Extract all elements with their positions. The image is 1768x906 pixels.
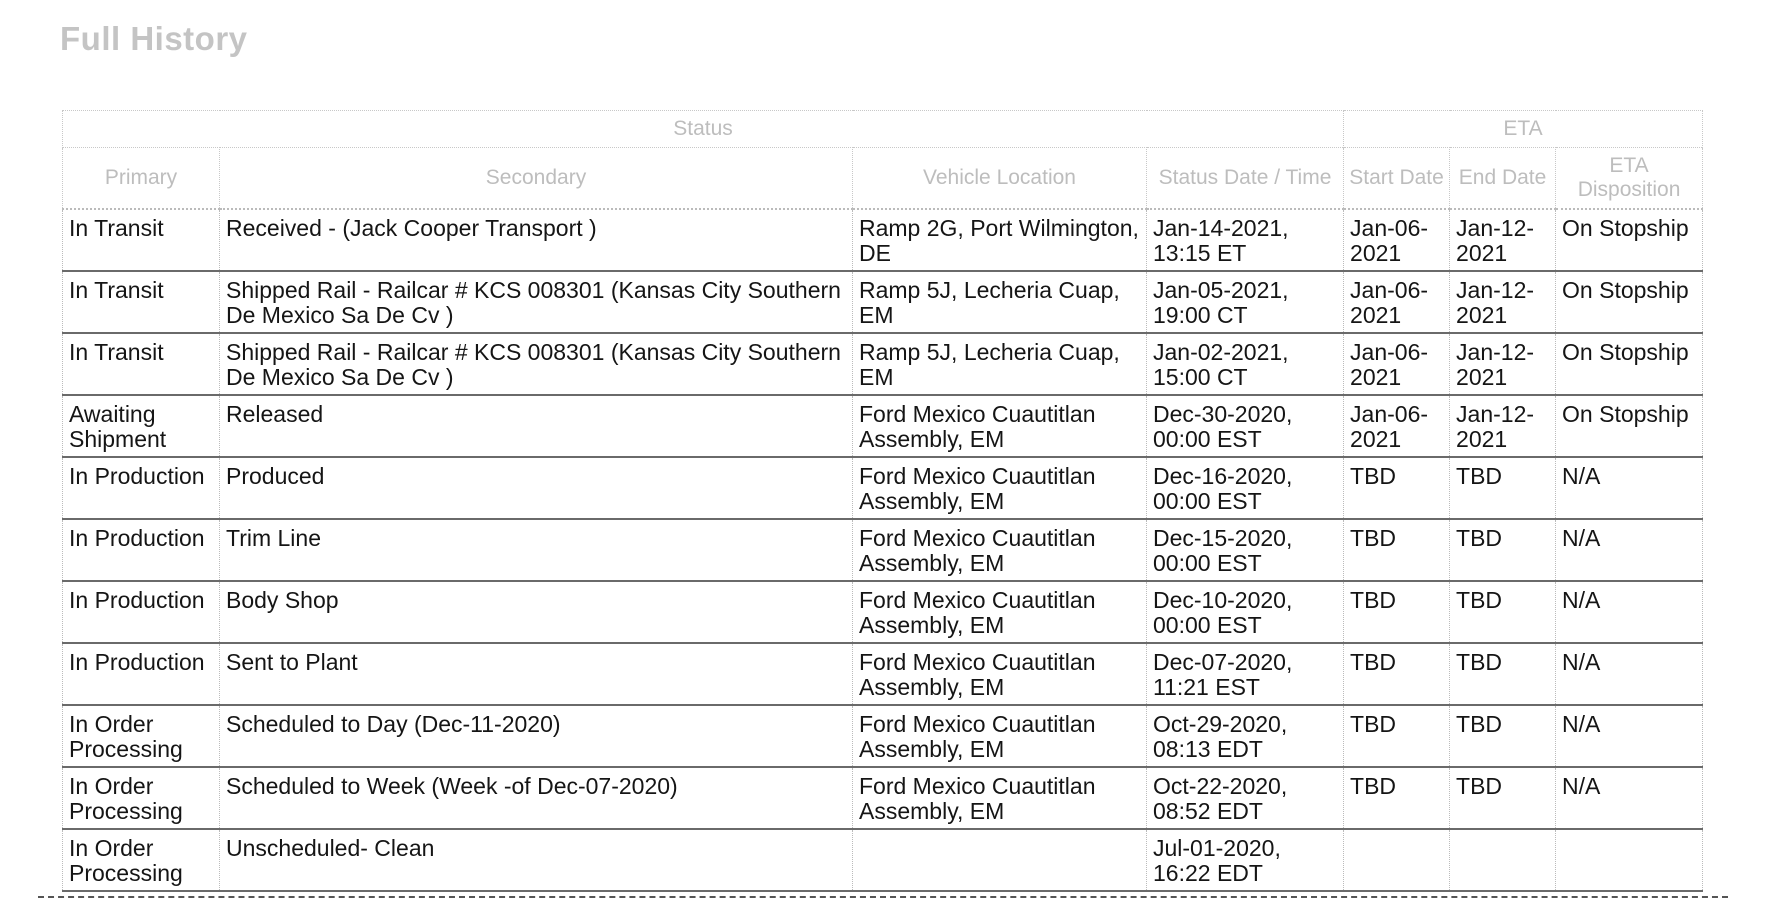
cell-primary: In Production (63, 581, 220, 643)
cell-location: Ramp 2G, Port Wilmington, DE (853, 209, 1147, 271)
column-header-row (63, 148, 1703, 210)
eta-group-header: ETA (1344, 111, 1703, 148)
cell-disposition: N/A (1556, 767, 1703, 829)
cell-status-date: Oct-29-2020, 08:13 EDT (1147, 705, 1344, 767)
history-table-body (63, 209, 1703, 891)
cell-start-date: Jan-06-2021 (1344, 271, 1450, 333)
cell-start-date: TBD (1344, 581, 1450, 643)
cell-end-date (1450, 829, 1556, 891)
column-header-secondary: Secondary (220, 148, 853, 210)
cell-start-date: TBD (1344, 705, 1450, 767)
cell-primary: In Order Processing (63, 829, 220, 891)
cell-disposition: On Stopship (1556, 271, 1703, 333)
table-row (63, 457, 1703, 519)
cell-status-date: Oct-22-2020, 08:52 EDT (1147, 767, 1344, 829)
cell-end-date: Jan-12-2021 (1450, 333, 1556, 395)
cell-disposition: On Stopship (1556, 209, 1703, 271)
cell-location (853, 829, 1147, 891)
cell-start-date: Jan-06-2021 (1344, 209, 1450, 271)
cell-status-date: Jul-01-2020, 16:22 EDT (1147, 829, 1344, 891)
table-row (63, 395, 1703, 457)
cell-secondary: Produced (220, 457, 853, 519)
cell-location: Ford Mexico Cuautitlan Assembly, EM (853, 395, 1147, 457)
cell-start-date (1344, 829, 1450, 891)
cell-start-date: TBD (1344, 643, 1450, 705)
cell-disposition: N/A (1556, 581, 1703, 643)
table-row (63, 333, 1703, 395)
cell-secondary: Sent to Plant (220, 643, 853, 705)
cell-secondary: Body Shop (220, 581, 853, 643)
cell-end-date: TBD (1450, 705, 1556, 767)
table-row (63, 519, 1703, 581)
cell-secondary: Unscheduled- Clean (220, 829, 853, 891)
cell-location: Ford Mexico Cuautitlan Assembly, EM (853, 767, 1147, 829)
cell-primary: In Production (63, 519, 220, 581)
cell-secondary: Scheduled to Day (Dec-11-2020) (220, 705, 853, 767)
cell-location: Ramp 5J, Lecheria Cuap, EM (853, 333, 1147, 395)
cell-secondary: Released (220, 395, 853, 457)
cell-secondary: Scheduled to Week (Week -of Dec-07-2020) (220, 767, 853, 829)
column-header-end-date: End Date (1450, 148, 1556, 210)
cell-location: Ford Mexico Cuautitlan Assembly, EM (853, 457, 1147, 519)
cell-disposition (1556, 829, 1703, 891)
cell-primary: In Transit (63, 333, 220, 395)
cell-location: Ford Mexico Cuautitlan Assembly, EM (853, 581, 1147, 643)
cell-disposition: N/A (1556, 457, 1703, 519)
cell-start-date: Jan-06-2021 (1344, 395, 1450, 457)
cell-disposition: N/A (1556, 705, 1703, 767)
cell-primary: In Production (63, 457, 220, 519)
table-row (63, 767, 1703, 829)
cell-primary: In Order Processing (63, 705, 220, 767)
cell-disposition: On Stopship (1556, 333, 1703, 395)
cell-primary: In Transit (63, 209, 220, 271)
cell-status-date: Dec-16-2020, 00:00 EST (1147, 457, 1344, 519)
cell-location: Ford Mexico Cuautitlan Assembly, EM (853, 643, 1147, 705)
cell-secondary: Shipped Rail - Railcar # KCS 008301 (Kansas City Southern De Mexico Sa De Cv ) (220, 271, 853, 333)
table-row (63, 829, 1703, 891)
cell-location: Ford Mexico Cuautitlan Assembly, EM (853, 519, 1147, 581)
table-row (63, 209, 1703, 271)
cell-status-date: Jan-05-2021, 19:00 CT (1147, 271, 1344, 333)
cell-status-date: Dec-15-2020, 00:00 EST (1147, 519, 1344, 581)
cell-end-date: Jan-12-2021 (1450, 395, 1556, 457)
column-header-eta-disposition: ETA Disposition (1556, 148, 1703, 210)
cell-end-date: TBD (1450, 767, 1556, 829)
cell-status-date: Dec-10-2020, 00:00 EST (1147, 581, 1344, 643)
cell-secondary: Received - (Jack Cooper Transport ) (220, 209, 853, 271)
cell-primary: In Production (63, 643, 220, 705)
cell-status-date: Dec-30-2020, 00:00 EST (1147, 395, 1344, 457)
cell-primary: In Transit (63, 271, 220, 333)
cell-start-date: TBD (1344, 457, 1450, 519)
cell-end-date: TBD (1450, 519, 1556, 581)
column-header-status-date-time: Status Date / Time (1147, 148, 1344, 210)
cell-location: Ramp 5J, Lecheria Cuap, EM (853, 271, 1147, 333)
group-header-row (63, 111, 1703, 148)
full-history-table (62, 110, 1703, 892)
cell-disposition: N/A (1556, 643, 1703, 705)
cell-primary: Awaiting Shipment (63, 395, 220, 457)
table-row (63, 271, 1703, 333)
cell-end-date: TBD (1450, 457, 1556, 519)
cell-end-date: TBD (1450, 581, 1556, 643)
cell-status-date: Jan-14-2021, 13:15 ET (1147, 209, 1344, 271)
cell-secondary: Shipped Rail - Railcar # KCS 008301 (Kansas City Southern De Mexico Sa De Cv ) (220, 333, 853, 395)
table-row (63, 581, 1703, 643)
cell-primary: In Order Processing (63, 767, 220, 829)
column-header-vehicle-location: Vehicle Location (853, 148, 1147, 210)
status-group-header: Status (63, 111, 1344, 148)
column-header-start-date: Start Date (1344, 148, 1450, 210)
cell-disposition: N/A (1556, 519, 1703, 581)
cell-start-date: TBD (1344, 519, 1450, 581)
column-header-primary: Primary (63, 148, 220, 210)
cell-status-date: Jan-02-2021, 15:00 CT (1147, 333, 1344, 395)
table-row (63, 643, 1703, 705)
page-divider (38, 896, 1728, 898)
cell-end-date: Jan-12-2021 (1450, 209, 1556, 271)
cell-start-date: TBD (1344, 767, 1450, 829)
cell-disposition: On Stopship (1556, 395, 1703, 457)
cell-location: Ford Mexico Cuautitlan Assembly, EM (853, 705, 1147, 767)
cell-start-date: Jan-06-2021 (1344, 333, 1450, 395)
table-row (63, 705, 1703, 767)
cell-end-date: TBD (1450, 643, 1556, 705)
cell-secondary: Trim Line (220, 519, 853, 581)
cell-status-date: Dec-07-2020, 11:21 EST (1147, 643, 1344, 705)
page-title: Full History (60, 20, 248, 57)
cell-end-date: Jan-12-2021 (1450, 271, 1556, 333)
